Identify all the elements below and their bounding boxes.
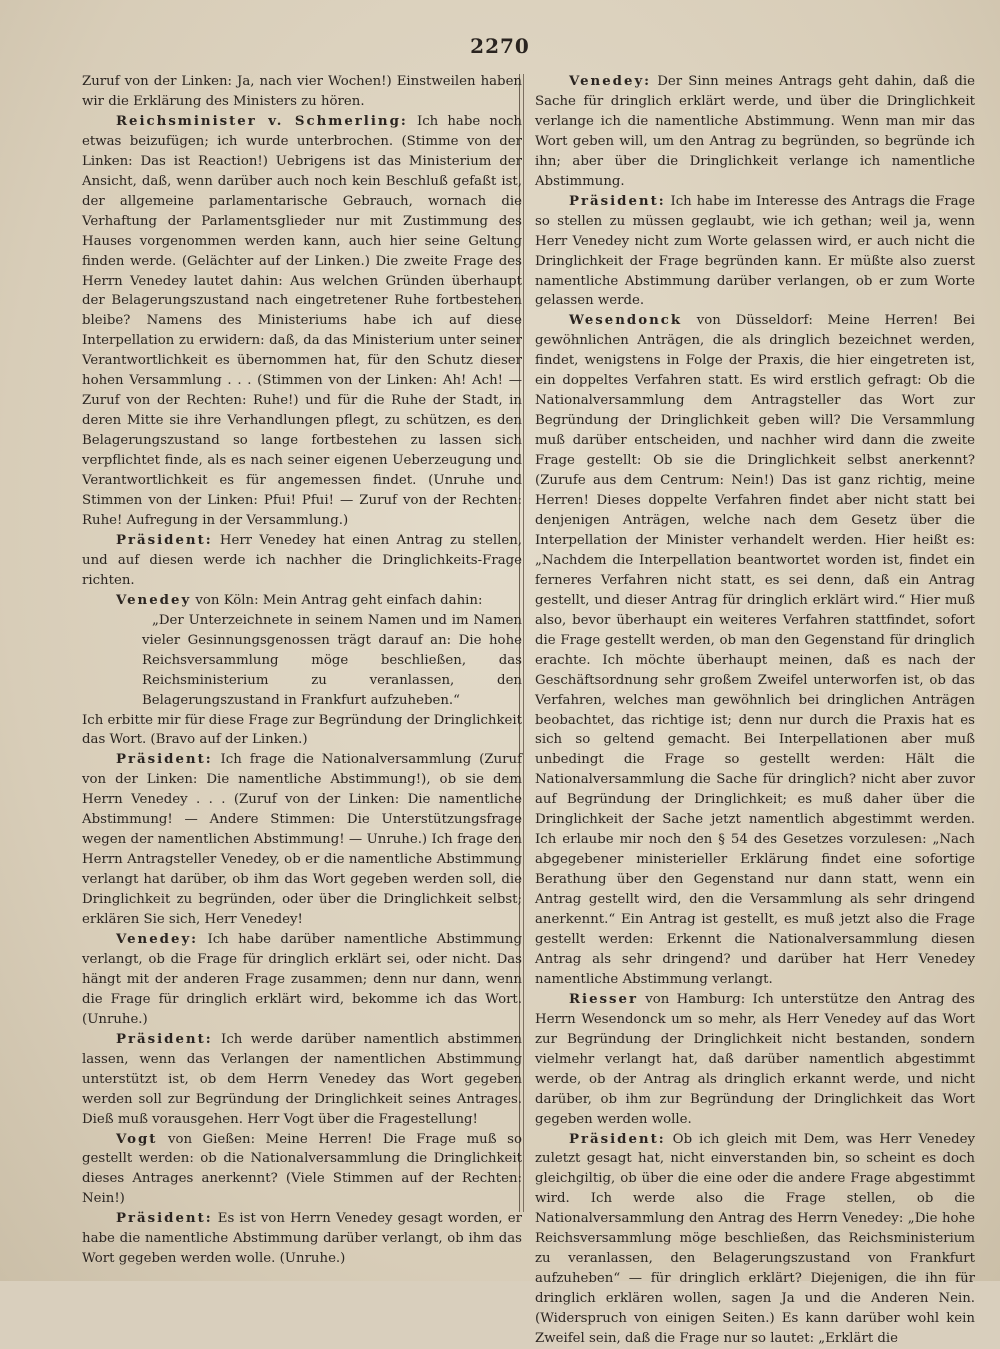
paragraph <box>535 192 975 312</box>
paragraph-text: Ich habe noch etwas beizufügen; ich wurde unterbrochen. (Stimme von der Linken: Das ist Reaction!) Uebrigens ist das Ministerium der Ansicht, daß, wenn darüber auch noch kein Beschluß gefaßt ist, der allgemeine parlamentarische Gebrauch, wornach die Verhaftung der Parlamentsglieder nur mit Zustimmung des Hauses vorgenommen werden kann, auch hier seine Geltung finden werde. (Gelächter auf der Linken.) Die zweite Frage des Herrn Venedey lautet dahin: Aus welchen Gründen überhaupt der Belagerungszustand nach eingetretener Ruhe fortbestehen bleibe? Namens des Ministeriums habe ich auf diese Interpellation zu erwidern: daß, da das Ministerium unter seiner Verantwortlichkeit es übernommen hat, für den Schutz dieser hohen Versammlung . . . (Stimmen von der Linken: Ah! Ach! — Zuruf von der Rechten: Ruhe!) und für die Ruhe der Stadt, in deren Mitte sie ihre Verhandlungen pflegt, zu schützen, es den Belagerungszustand so lange fortbestehen zu lassen sich verpflichtet finde, als es nach seiner eigenen Ueberzeugung und Verantwortlichkeit es für angemessen findet. (Unruhe und Stimmen von der Linken: Pfui! Pfui! — Zuruf von der Rechten: Ruhe! Aufregung in der Versammlung.) <box>82 113 522 528</box>
paragraph <box>535 990 975 1130</box>
speaker-name: Reichsminister v. Schmerling: <box>116 113 408 129</box>
paragraph <box>82 591 522 611</box>
paragraph <box>82 1209 522 1269</box>
paragraph <box>82 531 522 591</box>
paragraph-text: von Düsseldorf: Meine Herren! Bei gewöhnlichen Anträgen, die als dringlich bezeichnet werden, findet, wenigstens in Folge der Praxis, die hier eingetreten ist, ein doppeltes Verfahren statt. Es wird erstlich gefragt: Ob die Nationalversammlung dem Antragsteller das Wort zur Begründung der Dringlichkeit geben will? Die Versammlung muß darüber entscheiden, und nachher wird dann die zweite Frage gestellt: Ob sie die Dringlichkeit selbst anerkennt? (Zurufe aus dem Centrum: Nein!) Das ist ganz richtig, meine Herren! Dieses doppelte Verfahren findet aber nicht statt bei denjenigen Anträgen, welche nach dem Gesetz über die Interpellation der Minister verhandelt werden. Hier heißt es: „Nachdem die Interpellation beantwortet worden ist, findet ein ferneres Verfahren nicht statt, es sei denn, daß ein Antrag gestellt, und dieser Antrag für dringlich erklärt wird.“ Hier muß also, bevor überhaupt ein weiteres Verfahren stattfindet, sofort die Frage gestellt werden, ob man den Gegenstand für dringlich erachte. Ich möchte überhaupt meinen, daß es nach der Geschäftsordnung sehr großem Zweifel unterworfen ist, ob das Verfahren, welches man gewöhnlich bei dringlichen Anträgen beobachtet, das richtige ist; denn nur durch die Praxis hat es sich so geltend gemacht. Bei Interpellationen aber muß unbedingt die Frage so gestellt werden: Hält die Nationalversammlung die Sache für dringlich? nicht aber zuvor auf Begründung der Dringlichkeit; es muß daher über die Dringlichkeit der Sache jetzt namentlich abgestimmt werden. Ich erlaube mir noch den § 54 des Gesetzes vorzulesen: „Nach abgegebener ministerieller Erklärung findet eine sofortige Berathung über den Gegenstand nur dann statt, wenn ein Antrag gestellt wird, den die Versammlung als sehr dringend anerkennt.“ Ein Antrag ist gestellt, es muß jetzt also die Frage gestellt werden: Erkennt die Nationalversammlung diesen Antrag als sehr dringend? und darüber hat Herr Venedey namentliche Abstimmung verlangt. <box>535 313 975 987</box>
paragraph-text: Ich werde darüber namentlich abstimmen lassen, wenn das Verlangen der namentlichen Abstimmung unterstützt ist, ob dem Herrn Venedey das Wort gegeben werden soll zur Begründung der Dringlichkeit seines Antrages. Dieß muß vorausgehen. Herr Vogt über die Fragestellung! <box>82 1031 522 1127</box>
paragraph <box>535 72 975 192</box>
paragraph-text: Ich frage die Nationalversammlung (Zuruf von der Linken: Die namentliche Abstimmung!), ob sie dem Herrn Venedey . . . (Zuruf von der Linken: Die namentliche Abstimmung! — Andere Stimmen: Die Unterstützungsfrage wegen der namentlichen Abstimmung! — Unruhe.) Ich frage den Herrn Antragsteller Venedey, ob er die namentliche Abstimmung verlangt hat darüber, ob ihm das Wort gegeben werden soll, die Dringlichkeit zu begründen, oder über die Dringlichkeit selbst; erklären Sie sich, Herr Venedey! <box>82 752 522 928</box>
paragraph-text: Der Sinn meines Antrags geht dahin, daß die Sache für dringlich erklärt werde, und über die Dringlichkeit verlange ich die namentliche Abstimmung. Wenn man mir das Wort geben will, um den Antrag zu begründen, so begründe ich ihn; aber über die Dringlichkeit verlange ich namentliche Abstimmung. <box>535 74 975 189</box>
speaker-name: Vogt <box>116 1131 158 1147</box>
paragraph-text: Ich erbitte mir für diese Frage zur Begründung der Dringlichkeit das Wort. (Bravo auf der Linken.) <box>82 712 522 748</box>
paragraph-text: von Hamburg: Ich unterstütze den Antrag des Herrn Wesendonck um so mehr, als Herr Venedey auf das Wort zur Begründung der Dringlichkeit nicht bestanden, sondern vielmehr verlangt hat, daß darüber namentlich abgestimmt werde, ob der Antrag als dringlich erkannt werde, und nicht darüber, ob ihm zur Begründung der Dringlichkeit das Wort gegeben werden wolle. <box>535 991 975 1127</box>
paragraph-text: Ich habe im Interesse des Antrags die Frage so stellen zu müssen geglaubt, wie ich gethan; weil ja, wenn Herr Venedey nicht zum Worte gelassen wird, er auch nicht die Dringlichkeit der Frage begründen kann. Er müßte also zuerst namentliche Abstimmung darüber verlangen, ob er zum Worte gelassen werde. <box>535 193 975 309</box>
page-number: 2270 <box>470 34 530 58</box>
paragraph-text: von Gießen: Meine Herren! Die Frage muß so gestellt werden: ob die Nationalversammlung die Dringlichkeit dieses Antrages anerkennt? (Viele Stimmen auf der Rechten: Nein!) <box>82 1131 522 1207</box>
speaker-name: Venedey <box>116 592 192 608</box>
speaker-name: Präsident: <box>116 752 213 768</box>
right-column <box>535 72 975 1349</box>
paragraph-text: „Der Unterzeichnete in seinem Namen und im Namen vieler Gesinnungsgenossen trägt darauf an: Die hohe Reichsversammlung möge beschließen, das Reichsministerium zu veranlassen, den Belagerungszustand in Frankfurt aufzuheben.“ <box>142 612 522 708</box>
paragraph-text: Zuruf von der Linken: Ja, nach vier Wochen!) Einstweilen haben wir die Erklärung des Ministers zu hören. <box>82 74 522 109</box>
speaker-name: Präsident: <box>116 1031 213 1047</box>
speaker-name: Wesendonck <box>569 313 683 329</box>
speaker-name: Riesser <box>569 991 638 1007</box>
speaker-name: Venedey: <box>116 931 199 947</box>
paragraph <box>82 711 522 751</box>
paragraph-text: Es ist von Herrn Venedey gesagt worden, er habe die namentliche Abstimmung darüber verlangt, ob ihm das Wort gegeben werden wolle. (Unruhe.) <box>82 1211 522 1267</box>
paragraph <box>82 750 522 930</box>
paragraph <box>535 311 975 989</box>
paragraph <box>82 112 522 531</box>
column-divider-inner <box>523 74 524 1212</box>
speaker-name: Venedey: <box>569 74 652 89</box>
paragraph <box>535 1130 975 1349</box>
paragraph-text: von Köln: Mein Antrag geht einfach dahin: <box>191 592 483 608</box>
paragraph-text: Herr Venedey hat einen Antrag zu stellen, und auf diesen werde ich nachher die Dringlichkeits-Frage richten. <box>82 532 522 588</box>
paragraph <box>82 72 522 112</box>
speaker-name: Präsident: <box>569 193 666 209</box>
paragraph-text: Ob ich gleich mit Dem, was Herr Venedey zuletzt gesagt hat, nicht einverstanden bin, so scheint es doch gleichgiltig, ob über die eine oder die andere Frage abgestimmt wird. Ich werde also die Frage stellen, ob die Nationalversammlung den Antrag des Herrn Venedey: „Die hohe Reichsversammlung möge beschließen, das Reichsministerium zu veranlassen, den Belagerungszustand von Frankfurt aufzuheben“ — für dringlich erklärt? Diejenigen, die ihn für dringlich erklären wollen, sagen Ja und die Anderen Nein. (Widerspruch von einigen Seiten.) Es kann darüber wohl kein Zweifel sein, daß die Frage nur so lautet: „Erklärt die <box>535 1131 975 1347</box>
speaker-name: Präsident: <box>116 532 213 548</box>
paragraph <box>82 1030 522 1130</box>
speaker-name: Präsident: <box>569 1131 666 1147</box>
quoted-motion <box>142 611 522 711</box>
speaker-name: Präsident: <box>116 1211 213 1227</box>
paragraph-text: Ich habe darüber namentliche Abstimmung verlangt, ob die Frage für dringlich erklärt sei, oder nicht. Das hängt mit der anderen Frage zusammen; denn nur dann, wenn die Frage für dringlich erklärt wird, bekomme ich das Wort. (Unruhe.) <box>82 931 522 1027</box>
paragraph <box>82 930 522 1030</box>
paragraph <box>82 1130 522 1210</box>
left-column <box>82 72 522 1269</box>
